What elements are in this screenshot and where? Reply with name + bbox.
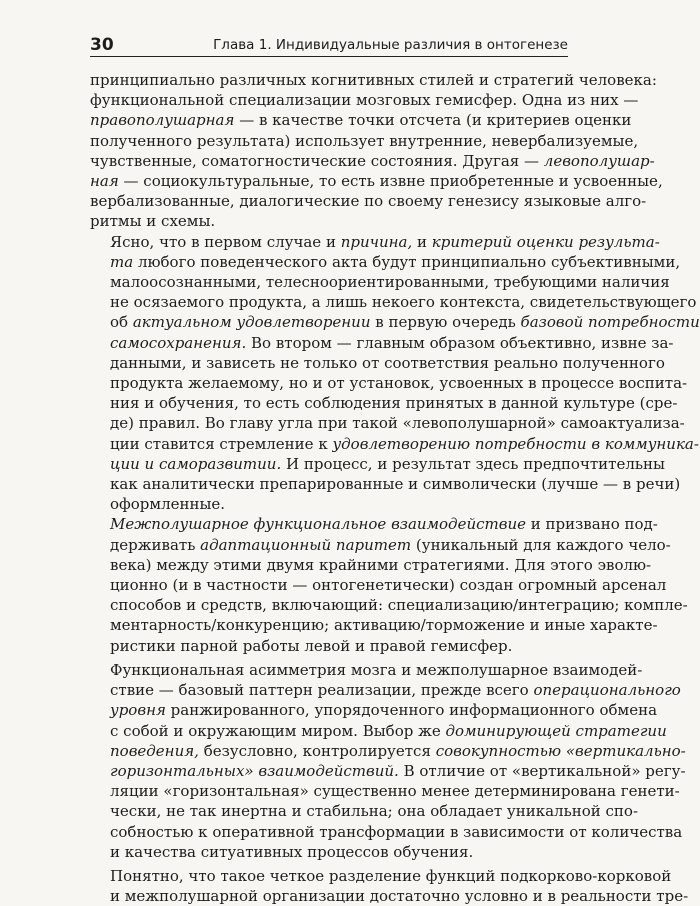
text-line	[90, 232, 660, 252]
text-run: ментарность/конкуренцию; активацию/торможение и иные характе-	[110, 616, 658, 635]
italic-run: совокупностью «вертикально-	[435, 741, 686, 760]
text-line	[90, 393, 678, 413]
text-run: оформленные.	[110, 495, 226, 514]
text-line	[90, 211, 568, 231]
text-line	[90, 842, 568, 862]
text-run: полученного результата) использует внутренние, невербализуемые,	[90, 131, 639, 150]
paragraph	[90, 660, 686, 862]
text-line	[90, 514, 658, 534]
text-run: собностью к оперативной трансформации в зависимости от количества	[110, 822, 683, 841]
paragraph	[90, 514, 688, 655]
page-number: 30	[90, 35, 114, 55]
text-line	[90, 131, 639, 151]
italic-run: операционального	[533, 681, 681, 700]
text-line	[90, 333, 674, 353]
text-run: вербализованные, диалогические по своему генезису языковые алго-	[90, 192, 647, 211]
text-run: ранжированного, упорядоченного информационного обмена	[165, 701, 658, 720]
italic-run: причина,	[340, 232, 413, 251]
text-run: ляции «горизонтальная» существенно менее детерминирована генети-	[110, 782, 680, 801]
text-run: не осязаемого продукта, а лишь некоего контекста, свидетельствующего	[110, 293, 697, 312]
text-line	[90, 171, 663, 191]
text-line	[90, 822, 683, 842]
text-run: и качества ситуативных процессов обучения.	[110, 842, 474, 861]
text-run: любого поведенческого акта будут принципиально субъективными,	[133, 252, 681, 271]
running-head: Глава 1. Индивидуальные различия в онтогенезе	[213, 37, 568, 53]
text-line	[90, 741, 686, 761]
text-run: В отличие от «вертикальной» регу-	[398, 761, 686, 780]
text-line	[90, 272, 670, 292]
text-run: ритмы и схемы.	[90, 212, 216, 231]
text-line	[90, 535, 671, 555]
text-line	[90, 575, 667, 595]
text-run: малоосознанными, телесноориентированными, требующими наличия	[110, 273, 670, 292]
italic-run: поведения,	[110, 741, 199, 760]
text-line	[90, 781, 680, 801]
text-line	[90, 555, 652, 575]
text-run: продукта желаемому, но и от установок, усвоенных в процессе воспита-	[110, 374, 688, 393]
text-line	[90, 373, 688, 393]
text-line	[90, 110, 632, 130]
text-line	[90, 252, 681, 272]
text-run: чувственные, соматогностические состояния. Другая —	[90, 151, 544, 170]
paragraph	[90, 70, 663, 232]
text-line	[90, 312, 700, 332]
paragraph	[90, 866, 689, 906]
text-run: и межполушарной организации достаточно условно и в реальности тре-	[110, 887, 689, 906]
text-run: де) правил. Во главу угла при такой «левополушарной» самоактуализа-	[110, 414, 685, 433]
text-line	[90, 680, 681, 700]
text-line	[90, 413, 685, 433]
text-line	[90, 700, 658, 720]
text-line	[90, 886, 689, 906]
text-run: и призвано под-	[526, 515, 658, 534]
text-run: в первую очередь	[370, 313, 521, 332]
italic-run: адаптационный паритет	[200, 535, 412, 554]
italic-run: левополушар-	[543, 151, 655, 170]
text-run: безусловно, контролируется	[198, 741, 436, 760]
text-run: функциональной специализации мозговых гемисфер. Одна из них —	[90, 91, 639, 110]
text-run: принципиально различных когнитивных стилей и стратегий человека:	[90, 71, 657, 89]
text-run: чески, не так инертна и стабильна; она обладает уникальной спо-	[110, 802, 639, 821]
text-line	[90, 801, 639, 821]
italic-run: горизонтальных» взаимодействий.	[110, 761, 399, 780]
text-line	[90, 434, 699, 454]
italic-run: та	[110, 252, 134, 271]
text-line	[90, 615, 658, 635]
text-line	[90, 494, 568, 514]
text-run: века) между этими двумя крайними стратегиями. Для этого эволю-	[110, 555, 652, 574]
text-line	[90, 474, 681, 494]
text-line	[90, 454, 665, 474]
italic-run: актуальном удовлетворении	[132, 313, 371, 332]
text-run: данными, и зависеть не только от соответствия реально полученного	[110, 353, 665, 372]
page-header	[90, 34, 568, 57]
text-line	[90, 595, 688, 615]
text-run: Функциональная асимметрия мозга и межполушарное взаимодей-	[110, 660, 643, 679]
italic-run: удовлетворению потребности в коммуника-	[332, 434, 699, 453]
text-run: с собой и окружающим миром. Выбор же	[110, 721, 446, 740]
italic-run: ная	[90, 172, 119, 191]
text-run: Ясно, что в первом случае и	[110, 232, 341, 251]
text-line	[90, 353, 665, 373]
italic-run: базовой потребности	[520, 313, 700, 332]
italic-run: критерий оценки результа-	[431, 232, 660, 251]
text-line	[90, 636, 568, 656]
text-run: (уникальный для каждого чело-	[411, 535, 671, 554]
italic-run: ции и саморазвитии.	[110, 454, 282, 473]
text-run: ния и обучения, то есть соблюдения принятых в данной культуре (сре-	[110, 394, 678, 413]
italic-run: Межполушарное функциональное взаимодействие	[110, 515, 526, 534]
text-run: ционно (и в частности — онтогенетически) создан огромный арсенал	[110, 576, 667, 595]
text-run: ристики парной работы левой и правой гемисфер.	[110, 636, 513, 655]
text-run: ции ставится стремление к	[110, 434, 333, 453]
text-run: об	[110, 313, 133, 332]
italic-run: уровня	[110, 701, 166, 720]
text-line	[90, 151, 655, 171]
text-run: и	[412, 232, 432, 251]
text-run: Понятно, что такое четкое разделение функций подкорково-корковой	[110, 866, 672, 885]
italic-run: правополушарная	[90, 111, 235, 130]
text-run: Во втором — главным образом объективно, извне за-	[246, 333, 674, 352]
text-run: — социокультуральные, то есть извне приобретенные и усвоенные,	[118, 172, 663, 191]
text-run: — в качестве точки отсчета (и критериев оценки	[234, 111, 632, 130]
text-run: ствие — базовый паттерн реализации, прежде всего	[110, 681, 534, 700]
text-line	[90, 70, 657, 90]
text-line	[90, 761, 686, 781]
text-run: И процесс, и результат здесь предпочтительны	[281, 454, 665, 473]
paragraph	[90, 232, 700, 515]
text-line	[90, 721, 667, 741]
italic-run: доминирующей стратегии	[445, 721, 667, 740]
italic-run: самосохранения.	[110, 333, 247, 352]
text-line	[90, 660, 643, 680]
text-line	[90, 292, 697, 312]
text-line	[90, 90, 639, 110]
text-line	[90, 866, 672, 886]
text-run: как аналитически препарированные и символически (лучше — в речи)	[110, 475, 681, 494]
text-run: держивать	[110, 535, 201, 554]
body-text	[90, 70, 700, 906]
text-line	[90, 191, 647, 211]
text-run: способов и средств, включающий: специализацию/интеграцию; компле-	[110, 596, 688, 615]
